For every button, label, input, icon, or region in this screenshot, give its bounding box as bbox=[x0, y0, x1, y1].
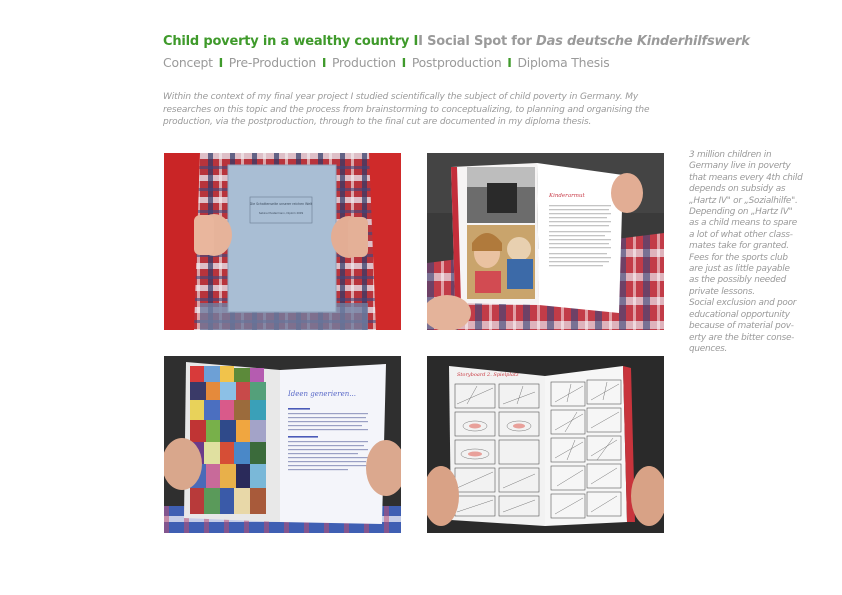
nav-item-diploma-thesis[interactable]: Diploma Thesis bbox=[517, 55, 610, 70]
title-sub-prefix: I Social Spot for bbox=[418, 34, 537, 49]
sidebar-line: erty are the bitter conse- bbox=[689, 332, 795, 343]
title-main: Child poverty in a wealthy country bbox=[163, 34, 410, 49]
photo-book-spread-storyboard[interactable] bbox=[427, 356, 664, 533]
nav-separator: I bbox=[507, 55, 512, 70]
nav-separator: I bbox=[401, 55, 407, 70]
sidebar-line: depends on subsidy as bbox=[689, 184, 786, 195]
sidebar-line: Depending on „Hartz IV" bbox=[689, 207, 793, 218]
photo-book-spread-ideas[interactable] bbox=[164, 356, 401, 533]
sidebar-line: are just as little payable bbox=[689, 264, 790, 275]
spread-heading-storyboard: Storyboard 2. Spielplatz bbox=[457, 372, 519, 378]
sidebar-line: 3 million children in bbox=[689, 150, 772, 160]
nav-item-production[interactable]: Production bbox=[332, 55, 396, 70]
sidebar-line: because of material pov- bbox=[689, 321, 794, 332]
sidebar-text bbox=[689, 150, 809, 355]
photo-thesis-cover[interactable] bbox=[164, 153, 401, 330]
sidebar-line: Germany live in poverty bbox=[689, 161, 791, 172]
title-separator: I bbox=[413, 34, 419, 49]
sidebar-line: Fees for the sports club bbox=[689, 252, 788, 263]
sidebar-line: that means every 4th child bbox=[689, 172, 803, 183]
sidebar-line: as a child means to spare bbox=[689, 218, 797, 229]
nav-separator: I bbox=[321, 55, 327, 70]
photo-book-spread-poverty-image bbox=[427, 153, 664, 330]
sidebar-line: as the possibly needed bbox=[689, 275, 786, 286]
nav-separator: I bbox=[218, 55, 224, 70]
cover-subtitle-text: Sabine Mustermann, Diplom 2009 bbox=[258, 212, 304, 215]
sidebar-line: educational opportunity bbox=[689, 309, 790, 320]
title-client: Das deutsche Kinderhilfswerk bbox=[536, 34, 750, 49]
sidebar-line: mates take for granted. bbox=[689, 241, 789, 252]
sidebar-line: „Hartz IV" or „Sozialhilfe". bbox=[689, 195, 798, 206]
nav-item-postproduction[interactable]: Postproduction bbox=[411, 55, 502, 70]
section-nav bbox=[163, 55, 610, 70]
nav-item-concept[interactable]: Concept bbox=[163, 55, 213, 70]
photo-book-spread-ideas-image bbox=[164, 356, 401, 533]
intro-paragraph: Within the context of my final year project I studied scientifically the subject of child poverty in Germany. My researches on this topic and the process from brainstorming to conceptualizing, to planning and organising the production, via the postproduction, through to the final cut are documented in my diploma thesis. bbox=[163, 92, 650, 128]
cover-title-text: Die Schattenseite unserer reichen Welt bbox=[249, 202, 313, 206]
photo-thesis-cover-image bbox=[164, 153, 401, 330]
nav-item-pre-production[interactable]: Pre-Production bbox=[228, 55, 317, 70]
sidebar-line: Social exclusion and poor bbox=[689, 298, 797, 309]
photo-book-spread-poverty[interactable] bbox=[427, 153, 664, 330]
spread-heading-poverty: Kinderarmut bbox=[549, 193, 585, 199]
sidebar-line: quences. bbox=[689, 343, 728, 354]
sidebar-line: private lessons. bbox=[689, 286, 755, 297]
spread-heading-ideas: Ideen generieren... bbox=[288, 390, 356, 398]
page-title bbox=[163, 34, 750, 49]
sidebar-line: a lot of what other class- bbox=[689, 229, 793, 240]
photo-book-spread-storyboard-image bbox=[427, 356, 664, 533]
